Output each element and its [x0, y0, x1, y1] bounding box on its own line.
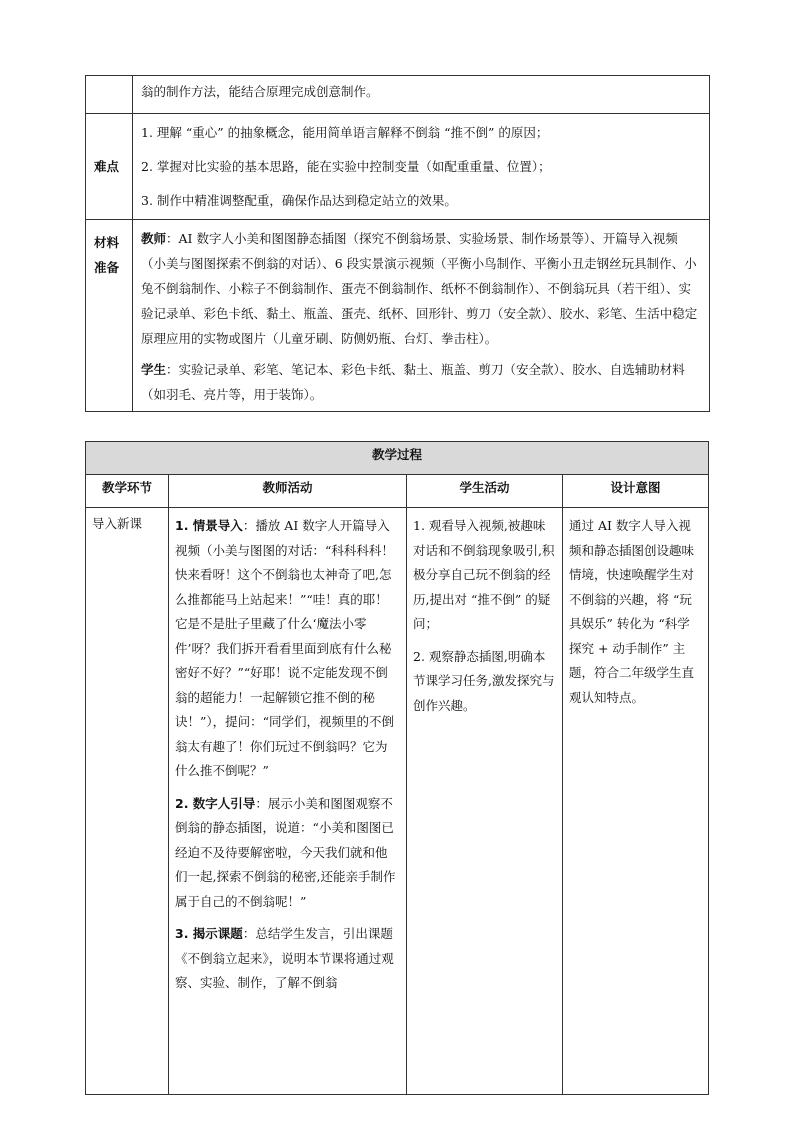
difficulty-item: 3. 制作中精准调整配重，确保作品达到稳定站立的效果。 — [141, 193, 457, 208]
student-materials — [141, 357, 701, 407]
empty-label-cell — [86, 76, 133, 114]
teacher-activity-item — [175, 792, 398, 915]
teacher-activity-label: 2. 数字人引导 — [175, 795, 256, 811]
materials-content — [133, 220, 710, 412]
materials-label-line2: 准备 — [94, 260, 120, 275]
difficulty-item: 1. 理解 “重心” 的抽象概念，能用简单语言解释不倒翁 “推不倒” 的原因； — [141, 125, 549, 140]
process-title: 教学过程 — [86, 442, 709, 475]
difficulty-item: 2. 掌握对比实验的基本思路，能在实验中控制变量（如配重重量、位置）； — [141, 159, 551, 174]
header-teacher-activity: 教师活动 — [169, 475, 407, 508]
teacher-activity-cell — [169, 508, 407, 1095]
teacher-label: 教师 — [141, 231, 167, 246]
continued-text: 翁的制作方法，能结合原理完成创意制作。 — [133, 76, 710, 114]
stage-name: 导入新课 — [86, 508, 169, 1095]
header-design-intent: 设计意图 — [563, 475, 709, 508]
difficulty-content — [133, 114, 710, 220]
student-label: 学生 — [141, 362, 167, 377]
design-intent-cell: 通过 AI 数字人导入视频和静态插图创设趣味情境，快速唤醒学生对不倒翁的兴趣，将 “玩具娱乐” 转化为 “科学探究 + 动手制作” 主题，符合二年级学生直观认知特点。 — [563, 508, 709, 1095]
teacher-materials-text: ：AI 数字人小美和图图静态插图（探究不倒翁场景、实验场景、制作场景等）、开篇导入视频（小美与图图探索不倒翁的对话）、6 段实景演示视频（平衡小鸟制作、平衡小丑走钢丝玩具制作、小兔不倒翁制作、小粽子不倒翁制作、蛋壳不倒翁制作、纸杯不倒翁制作）、不倒翁玩具（若干组）、实验记录单、彩色卡纸、黏土、瓶盖、蛋壳、纸杯、回形针、剪刀（安全款）、胶水、彩笔、生活中稳定原理应用的实物或图片（儿童牙刷、防侧奶瓶、台灯、拳击柱）。 — [141, 231, 698, 346]
intro-row — [86, 508, 709, 1095]
teacher-activity-text: ：展示小美和图图观察不倒翁的静态插图，说道：“小美和图图已经迫不及待要解密啦，今天我们就和他们一起,探索不倒翁的秘密,还能亲手制作属于自己的不倒翁呢！” — [175, 795, 396, 909]
process-title-row — [86, 442, 709, 475]
difficulty-label: 难点 — [86, 114, 133, 220]
teacher-materials — [141, 226, 701, 351]
materials-label-line1: 材料 — [94, 235, 120, 250]
materials-label — [86, 220, 133, 412]
difficulty-row — [86, 114, 710, 220]
teacher-activity-label: 1. 情景导入 — [175, 518, 243, 533]
teacher-activity-item — [175, 922, 398, 996]
teacher-activity-item — [175, 514, 398, 784]
teacher-activity-label: 3. 揭示课题 — [175, 926, 243, 941]
student-activity-item: 2. 观察静态插图,明确本节课学习任务,激发探究与创作兴趣。 — [413, 648, 555, 713]
teacher-activity-text: ：总结学生发言，引出课题《不倒翁立起来》，说明本节课将通过观察、实验、制作，了解不倒翁 — [175, 926, 394, 990]
continued-row — [86, 76, 710, 114]
teaching-process-table — [85, 441, 709, 1095]
student-activity-cell — [407, 508, 563, 1095]
materials-row — [86, 220, 710, 412]
teacher-activity-text: ：播放 AI 数字人开篇导入视频（小美与图图的对话：“科科科科！快来看呀！这个不倒翁也太神奇了吧,怎么推都能马上站起来！”“哇！真的耶！它是不是肚子里藏了什么‘魔法小零件’呀？我们拆开看看里面到底有什么秘密好不好？”“好耶！说不定能发现不倒翁的超能力！一起解锁它推不倒的秘诀！”），提问：“同学们，视频里的不倒翁太有趣了！你们玩过不倒翁吗？它为什么推不倒呢？” — [175, 518, 395, 778]
objectives-table — [85, 75, 710, 412]
header-student-activity: 学生活动 — [407, 475, 563, 508]
student-activity-item: 1. 观看导入视频,被趣味对话和不倒翁现象吸引,积极分享自己玩不倒翁的经历,提出对 “推不倒” 的疑问； — [413, 518, 555, 631]
student-materials-text: ：实验记录单、彩笔、笔记本、彩色卡纸、黏土、瓶盖、剪刀（安全款）、胶水、自选辅助材料（如羽毛、亮片等，用于装饰）。 — [141, 362, 685, 402]
column-header-row — [86, 475, 709, 508]
header-stage: 教学环节 — [86, 475, 169, 508]
